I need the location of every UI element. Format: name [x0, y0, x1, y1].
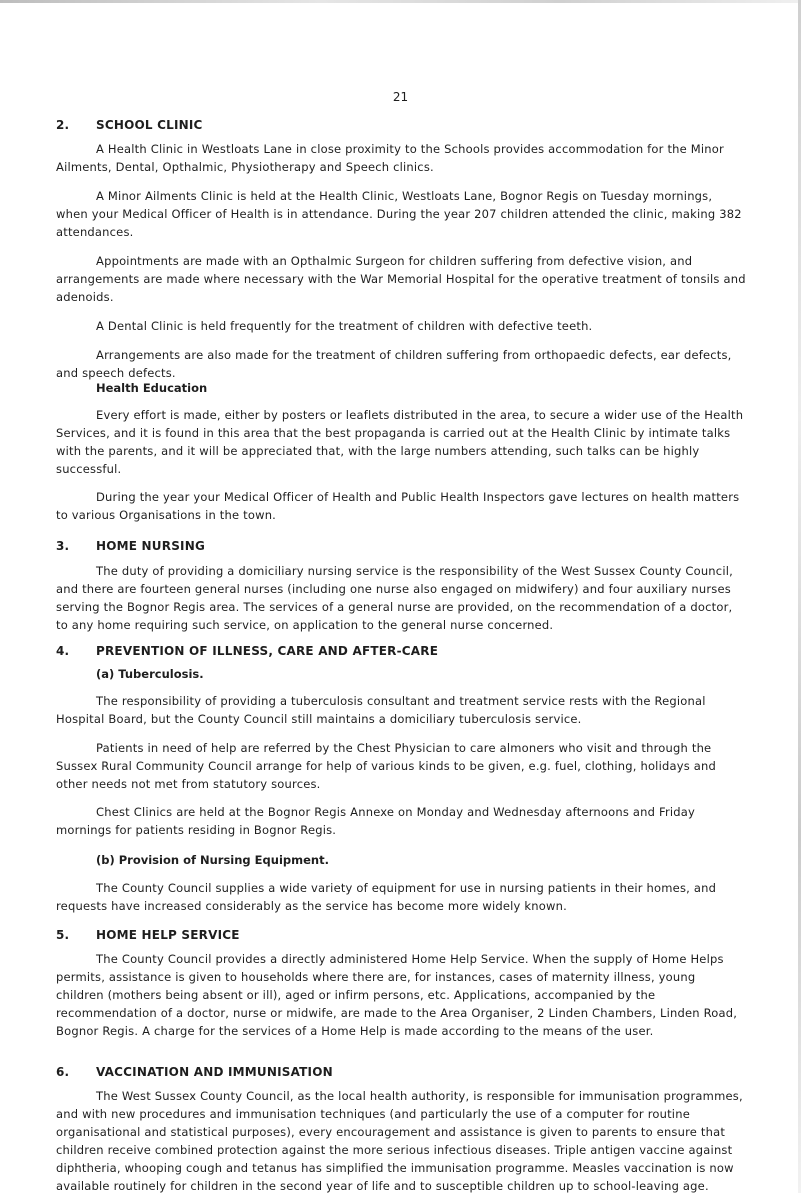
section-number: 2.	[56, 118, 70, 132]
section-title: HOME NURSING	[96, 539, 205, 553]
section-heading-school-clinic	[56, 117, 756, 133]
paragraph: The duty of providing a domiciliary nursing service is the responsibility of the West Sussex County Council, and there are fourteen general nurses (including one nurse also engaged on midwifery) and four auxiliary nurses serving the Bognor Regis area. The services of a general nurse are provided, on the recommendation of a doctor, to any home requiring such service, on application to the general nurse concerned.	[56, 564, 733, 632]
paragraph: A Minor Ailments Clinic is held at the Health Clinic, Westloats Lane, Bognor Regis on Tuesday mornings, when your Medical Officer of Health is in attendance. During the year 207 children attended the clinic, making 382 attendances.	[56, 189, 742, 239]
scan-edge-top	[0, 0, 801, 3]
subheading-nursing-equipment: (b) Provision of Nursing Equipment.	[96, 853, 329, 867]
paragraph: Chest Clinics are held at the Bognor Regis Annexe on Monday and Wednesday afternoons and Friday mornings for patients residing in Bognor Regis.	[56, 805, 696, 837]
paragraph: Every effort is made, either by posters or leaflets distributed in the area, to secure a wider use of the Health Services, and it is found in this area that the best propaganda is carried out at the Health Clinic by intimate talks with the parents, and it will be appreciated that, with the large numbers attending, such talks can be highly successful.	[56, 408, 744, 476]
paragraph: The West Sussex County Council, as the local health authority, is responsible for immunisation programmes, and with new procedures and immunisation techniques (and particularly the use of a computer for routine organisational and statistical purposes), every encouragement and assistance is given to parents to ensure that children receive combined protection against the more serious infectious diseases. Triple antigen vaccine against diphtheria, whooping cough and tetanus has simplified the immunisation programme. Measles vaccination is now available routinely for children in the second year of life and to susceptible children up to school-leaving age.	[56, 1089, 743, 1193]
paragraph: The County Council supplies a wide variety of equipment for use in nursing patients in their homes, and requests have increased considerably as the service has become more widely known.	[56, 881, 717, 913]
section-heading-home-nursing	[56, 538, 756, 554]
paragraph: Appointments are made with an Opthalmic Surgeon for children suffering from defective vision, and arrangements are made where necessary with the War Memorial Hospital for the operative treatment of tonsils and adenoids.	[56, 254, 746, 304]
section-title: PREVENTION OF ILLNESS, CARE AND AFTER-CARE	[96, 644, 439, 658]
section-heading-vaccination	[56, 1064, 756, 1080]
section-number: 5.	[56, 928, 70, 942]
paragraph: Patients in need of help are referred by the Chest Physician to care almoners who visit and through the Sussex Rural Community Council arrange for help of various kinds to be given, e.g. fuel, clothing, holidays and other needs not met from statutory sources.	[56, 741, 717, 791]
section-heading-prevention	[56, 643, 756, 659]
subheading-health-education: Health Education	[96, 381, 208, 395]
section-number: 3.	[56, 539, 70, 553]
paragraph: The responsibility of providing a tuberculosis consultant and treatment service rests with the Regional Hospital Board, but the County Council still maintains a domiciliary tuberculosis service.	[56, 694, 706, 726]
section-title: VACCINATION AND IMMUNISATION	[96, 1065, 333, 1079]
paragraph: During the year your Medical Officer of Health and Public Health Inspectors gave lectures on health matters to various Organisations in the town.	[56, 490, 740, 522]
section-number: 4.	[56, 644, 70, 658]
section-title: HOME HELP SERVICE	[96, 928, 240, 942]
paragraph: A Dental Clinic is held frequently for the treatment of children with defective teeth.	[96, 319, 593, 333]
subheading-tuberculosis: (a) Tuberculosis.	[96, 667, 204, 681]
section-title: SCHOOL CLINIC	[96, 118, 203, 132]
paragraph: Arrangements are also made for the treatment of children suffering from orthopaedic defects, ear defects, and speech defects.	[56, 348, 732, 380]
section-heading-home-help	[56, 927, 756, 943]
paragraph: A Health Clinic in Westloats Lane in close proximity to the Schools provides accommodation for the Minor Ailments, Dental, Opthalmic, Physiotherapy and Speech clinics.	[56, 142, 724, 174]
section-number: 6.	[56, 1065, 70, 1079]
page-number: 21	[392, 90, 409, 104]
paragraph: The County Council provides a directly administered Home Help Service. When the supply of Home Helps permits, assistance is given to households where there are, for instances, cases of maternity illness, young children (mothers being absent or ill), aged or infirm persons, etc. Applications, accompanied by the recommendation of a doctor, nurse or midwife, are made to the Area Organiser, 2 Linden Chambers, Linden Road, Bognor Regis. A charge for the services of a Home Help is made according to the means of the user.	[56, 952, 738, 1038]
